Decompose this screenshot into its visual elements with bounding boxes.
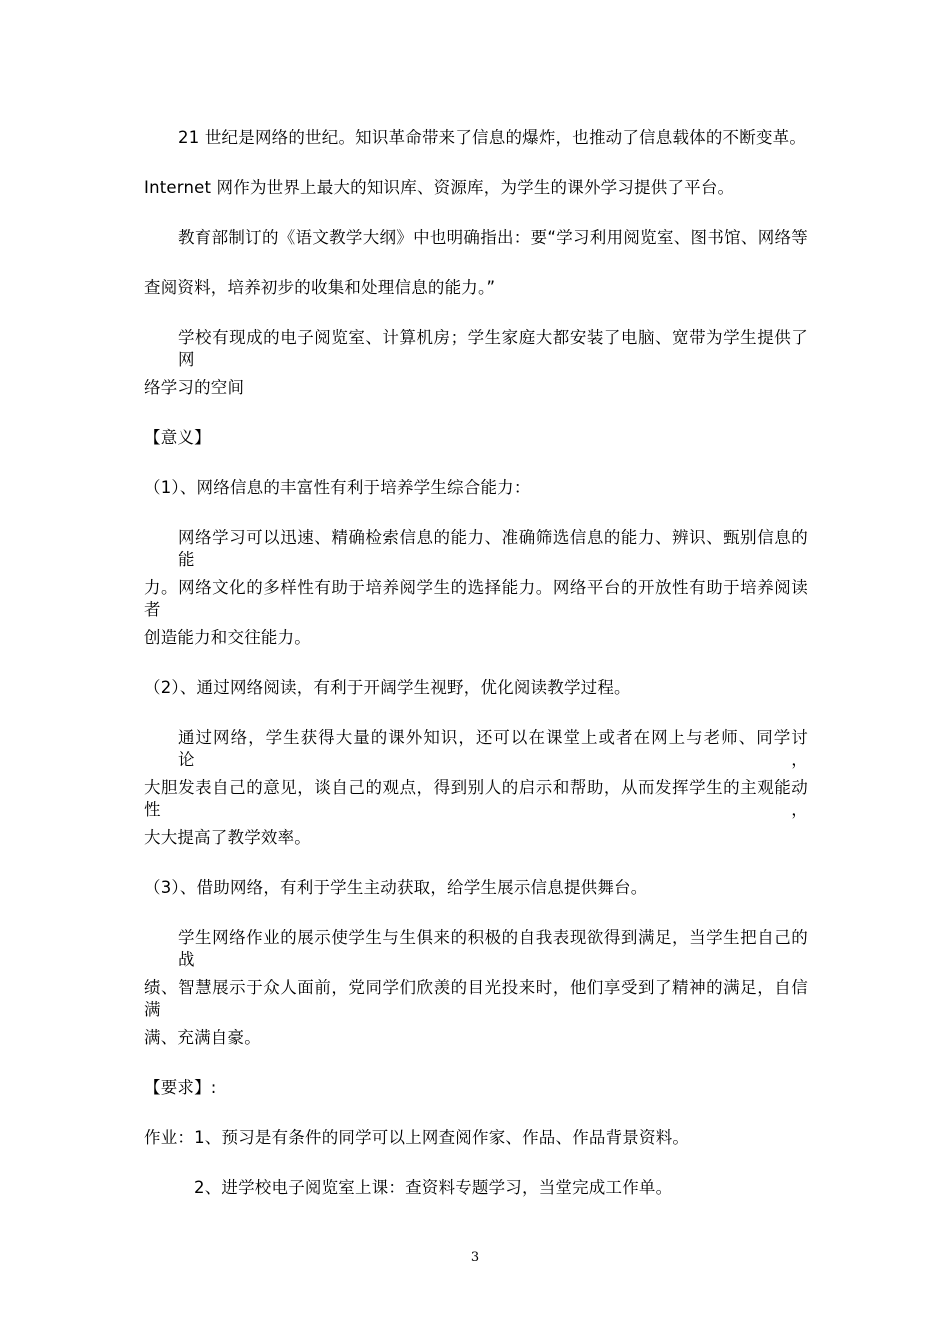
paragraph-line: 网络学习可以迅速、精确检索信息的能力、准确筛选信息的能力、辨识、甄别信息的能	[178, 528, 808, 569]
paragraph-line: 2、进学校电子阅览室上课：查资料专题学习，当堂完成工作单。	[194, 1178, 673, 1197]
page-number: 3	[470, 1250, 480, 1265]
paragraph-line: 通过网络，学生获得大量的课外知识，还可以在课堂上或者在网上与老师、同学讨论，	[178, 728, 808, 769]
section-heading: 【要求】:	[144, 1078, 217, 1097]
paragraph-line: 学校有现成的电子阅览室、计算机房；学生家庭大都安装了电脑、宽带为学生提供了网	[178, 328, 808, 369]
list-item-heading: （2）、通过网络阅读，有利于开阔学生视野，优化阅读教学过程。	[144, 678, 631, 697]
paragraph-line: 力。网络文化的多样性有助于培养阅学生的选择能力。网络平台的开放性有助于培养阅读者	[144, 578, 808, 619]
paragraph-line: 教育部制订的《语文教学大纲》中也明确指出：要“学习利用阅览室、图书馆、网络等	[178, 228, 808, 247]
section-heading: 【意义】	[144, 428, 211, 447]
paragraph-line: 大大提高了教学效率。	[144, 828, 311, 847]
list-item-heading: （1）、网络信息的丰富性有利于培养学生综合能力：	[144, 478, 531, 497]
paragraph-line: 学生网络作业的展示使学生与生俱来的积极的自我表现欲得到满足，当学生把自己的战	[178, 928, 808, 969]
paragraph-line: Internet 网作为世界上最大的知识库、资源库，为学生的课外学习提供了平台。	[144, 178, 735, 197]
list-item-heading: （3）、借助网络，有利于学生主动获取，给学生展示信息提供舞台。	[144, 878, 648, 897]
paragraph-line: 创造能力和交往能力。	[144, 628, 311, 647]
paragraph-line: 满、充满自豪。	[144, 1028, 261, 1047]
paragraph-line: 络学习的空间	[144, 378, 245, 397]
paragraph-line: 大胆发表自己的意见，谈自己的观点，得到别人的启示和帮助，从而发挥学生的主观能动性，	[144, 778, 808, 819]
paragraph-line: 21 世纪是网络的世纪。知识革命带来了信息的爆炸，也推动了信息载体的不断变革。	[178, 128, 807, 147]
paragraph-line: 查阅资料，培养初步的收集和处理信息的能力。”	[144, 278, 496, 297]
paragraph-line: 绩、智慧展示于众人面前，党同学们欣羡的目光投来时，他们享受到了精神的满足，自信满	[144, 978, 808, 1019]
paragraph-line: 作业：1、预习是有条件的同学可以上网查阅作家、作品、作品背景资料。	[144, 1128, 690, 1147]
